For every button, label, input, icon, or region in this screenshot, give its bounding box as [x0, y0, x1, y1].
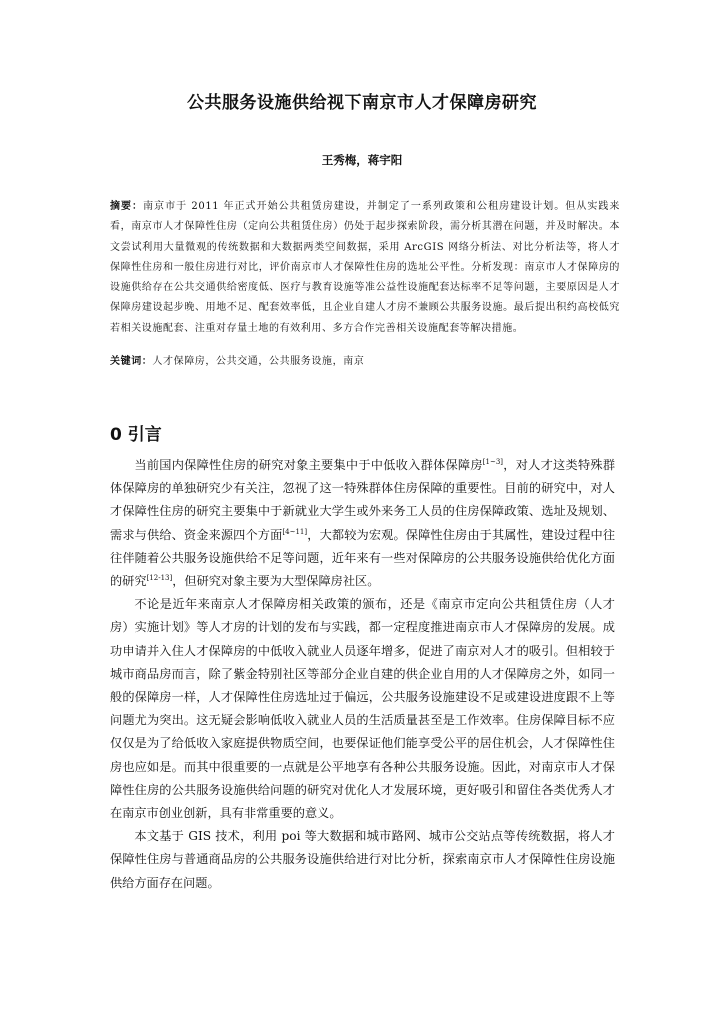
author-line: 王秀梅，蒋宇阳 — [321, 153, 403, 167]
keywords-label: 关键词： — [110, 356, 153, 367]
paragraph-1-text-c: ，大都较为宏观。保障性住房由于其属性，建设过程中往往伴随着公共服务设施供给不足等问题，近年来有一些对保障房的公共服务设施供给优化方面的研究 — [110, 527, 616, 589]
introduction-body — [110, 454, 615, 895]
paragraph-1-text-b: ，对人才这类特殊群体保障房的单独研究少有关注，忽视了这一特殊群体住房保障的重要性。目前的研究中，对人才保障性住房的研究主要集中于新就业大学生或外来务工人员的住房保障政策、选址及规划、需求与供给、资金来源四个方面 — [110, 458, 616, 542]
paper-title: 公共服务设施供给视下南京市人才保障房研究 — [187, 93, 537, 113]
paragraph-3: 本文基于 GIS 技术，利用 poi 等大数据和城市路网、城市公交站点等传统数据，将人才保障性住房与普通商品房的公共服务设施供给进行对比分析，探索南京市人才保障性住房设施供给方面存在问题。 — [110, 829, 615, 890]
citation-12-13: [12-13] — [146, 573, 173, 582]
keywords-line — [110, 352, 620, 367]
paragraph-1-text-d: ，但研究对象主要为大型保障房社区。 — [172, 574, 380, 589]
paragraph-1-text-a: 当前国内保障性住房的研究对象主要集中于中低收入群体保障房 — [134, 458, 483, 472]
abstract-text: 南京市于 2011 年正式开始公共租赁房建设，并制定了一系列政策和公租房建设计划。但从实践来看，南京市人才保障性住房（定向公共租赁住房）仍处于起步探索阶段，需分析其潜在问题，并及时解决。本文尝试利用大量微观的传统数据和大数据两类空间数据，采用 ArcGIS 网络分析法、对比分析法等，将人才保障性住房和一般住房进行对比，评价南京市人才保障性住房的选址公平性。分析发现：南京市人才保障房的设施供给存在公共交通供给密度低、医疗与教育设施等准公益性设施配套达标率不足等问题，主要原因是人才保障房建设起步晚、用地不足、配套效率低，且企业自建人才房不兼顾公共服务设施。最后提出积约高校低究若相关设施配套、注重对存量土地的有效利用、多方合作完善相关设施配套等解决措施。 — [110, 201, 621, 334]
keywords-text: 人才保障房，公共交通，公共服务设施，南京 — [152, 356, 365, 367]
paragraph-1 — [110, 454, 615, 593]
abstract-block — [110, 197, 620, 339]
citation-1-3: [1~3] — [482, 457, 504, 466]
section-heading-introduction: 0 引言 — [110, 425, 162, 445]
abstract-label: 摘要： — [110, 201, 144, 212]
citation-4-11: [4~11] — [282, 527, 308, 536]
paragraph-2: 不论是近年来南京人才保障房相关政策的颁布，还是《南京市定向公共租赁住房（人才房）实施计划》等人才房的计划的发布与实践，都一定程度推进南京市人才保障房的发展。成功申请并入住人才保障房的中低收入就业人员逐年增多，促进了南京对人才的吸引。但相较于城市商品房而言，除了紫金特别社区等部分企业自建的供企业自用的人才保障房之外，如同一般的保障房一样，人才保障性住房选址过于偏远，公共服务设施建设不足或建设进度跟不上等问题尤为突出。这无疑会影响低收入就业人员的生活质量甚至是工作效率。住房保障目标不应仅仅是为了给低收入家庭提供物质空间，也要保证他们能享受公平的居住机会，人才保障性住房也应如是。而其中很重要的一点就是公平地享有各种公共服务设施。因此，对南京市人才保障性住房的公共服务设施供给问题的研究对优化人才发展环境，更好吸引和留住各类优秀人才在南京市创业创新，具有非常重要的意义。 — [110, 597, 615, 821]
